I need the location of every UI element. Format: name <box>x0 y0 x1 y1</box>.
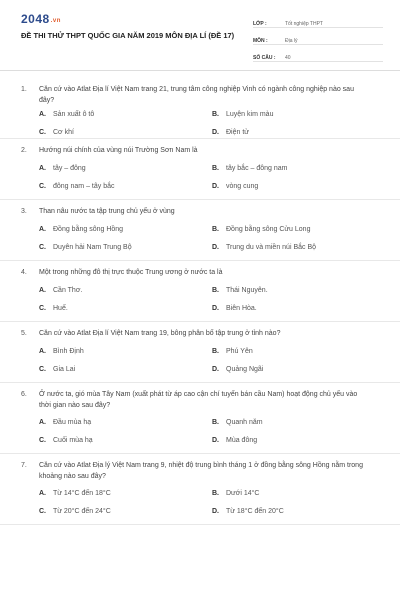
header-divider <box>0 70 400 71</box>
option-text: Dưới 14°C <box>226 490 260 497</box>
option-letter: C. <box>39 366 46 373</box>
option-text: Luyện kim màu <box>226 111 274 118</box>
option-d[interactable] <box>212 183 258 190</box>
question-stem <box>21 206 371 217</box>
question-text: Hướng núi chính của vùng núi Trường Sơn Nam là <box>39 147 198 154</box>
header <box>0 0 400 70</box>
question-stem <box>21 267 371 278</box>
question-stem <box>21 328 371 339</box>
question-4 <box>0 263 400 322</box>
option-c[interactable] <box>39 129 74 136</box>
question-2 <box>0 141 400 200</box>
question-5 <box>0 324 400 383</box>
meta-value: 40 <box>285 55 291 61</box>
question-number: 2. <box>21 147 27 154</box>
option-text: Cơ khí <box>53 129 74 136</box>
option-text: Huế. <box>53 305 68 312</box>
option-a[interactable] <box>39 165 86 172</box>
question-text: Than nâu nước ta tập trung chủ yếu ở vùng <box>39 208 175 215</box>
option-text: Trung du và miền núi Bắc Bộ <box>226 244 317 251</box>
option-text: Duyên hải Nam Trung Bộ <box>53 244 132 251</box>
option-letter: D. <box>212 129 219 136</box>
option-letter: A. <box>39 348 46 355</box>
option-letter: A. <box>39 419 46 426</box>
option-text: Thái Nguyên. <box>226 287 268 294</box>
question-text: Căn cứ vào Atlat Địa lí Việt Nam trang 19, bông phân bố tập trung ở tỉnh nào? <box>39 330 281 337</box>
option-c[interactable] <box>39 437 93 444</box>
option-b[interactable] <box>212 419 263 426</box>
option-text: Sản xuất ô tô <box>53 111 95 118</box>
site-logo[interactable] <box>21 12 61 26</box>
exam-meta <box>253 14 383 65</box>
option-text: Từ 18°C đến 20°C <box>226 508 284 515</box>
option-text: Điện tử <box>226 129 249 136</box>
question-list <box>0 80 400 527</box>
option-letter: D. <box>212 508 219 515</box>
option-text: Từ 20°C đến 24°C <box>53 508 111 515</box>
option-text: Bình Định <box>53 348 84 355</box>
option-d[interactable] <box>212 129 249 136</box>
option-c[interactable] <box>39 508 111 515</box>
option-text: Mùa đông <box>226 437 258 444</box>
option-text: Gia Lai <box>53 366 76 373</box>
option-letter: D. <box>212 305 219 312</box>
exam-title: ĐỀ THI THỬ THPT QUỐC GIA NĂM 2019 MÔN ĐỊA LÍ (ĐỀ 17) <box>21 31 235 40</box>
option-letter: B. <box>212 490 219 497</box>
meta-value: Tốt nghiệp THPT <box>285 21 323 27</box>
question-number: 1. <box>21 86 27 93</box>
question-number: 6. <box>21 391 27 398</box>
option-letter: B. <box>212 111 219 118</box>
option-text: Đầu mùa hạ <box>53 419 92 426</box>
question-number: 3. <box>21 208 27 215</box>
option-d[interactable] <box>212 508 284 515</box>
question-number: 5. <box>21 330 27 337</box>
option-text: Biên Hòa. <box>226 305 257 312</box>
question-stem <box>21 460 371 482</box>
option-letter: A. <box>39 490 46 497</box>
option-b[interactable] <box>212 287 268 294</box>
option-b[interactable] <box>212 490 259 497</box>
option-letter: B. <box>212 348 219 355</box>
question-3 <box>0 202 400 261</box>
option-b[interactable] <box>212 348 253 355</box>
option-text: Quảng Ngãi <box>226 366 264 373</box>
option-letter: D. <box>212 244 219 251</box>
option-a[interactable] <box>39 490 111 497</box>
option-text: tây bắc – đông nam <box>226 165 288 172</box>
option-b[interactable] <box>212 111 273 118</box>
option-a[interactable] <box>39 348 84 355</box>
option-a[interactable] <box>39 111 94 118</box>
option-d[interactable] <box>212 366 263 373</box>
option-text: tây – đông <box>53 165 86 172</box>
option-a[interactable] <box>39 226 123 233</box>
question-stem <box>21 145 371 156</box>
option-b[interactable] <box>212 226 310 233</box>
logo-main: 2048 <box>21 12 50 26</box>
option-letter: D. <box>212 183 219 190</box>
option-text: Đồng bằng sông Hồng <box>53 226 124 233</box>
option-letter: A. <box>39 111 46 118</box>
option-a[interactable] <box>39 287 82 294</box>
meta-label: SỐ CÂU : <box>253 55 276 61</box>
option-text: Từ 14°C đến 18°C <box>53 490 111 497</box>
meta-label: MÔN : <box>253 38 268 44</box>
option-text: Quanh năm <box>226 419 263 426</box>
option-c[interactable] <box>39 366 75 373</box>
option-letter: A. <box>39 287 46 294</box>
option-letter: D. <box>212 437 219 444</box>
option-c[interactable] <box>39 305 68 312</box>
meta-row-count <box>253 48 383 62</box>
question-text: Ở nước ta, gió mùa Tây Nam (xuất phát từ áp cao cận chí tuyến bán cầu Nam) hoạt động chủ yếu vào thời gian nào sau đây? <box>39 391 358 409</box>
meta-row-subject <box>253 31 383 45</box>
meta-value: Địa lý <box>285 38 298 44</box>
option-d[interactable] <box>212 305 257 312</box>
option-letter: C. <box>39 508 46 515</box>
option-text: Cuối mùa hạ <box>53 437 93 444</box>
option-c[interactable] <box>39 244 132 251</box>
option-text: Đồng bằng sông Cửu Long <box>226 226 311 233</box>
option-letter: B. <box>212 287 219 294</box>
meta-label: LỚP : <box>253 21 267 27</box>
question-text: Căn cứ vào Atlat Địa lí Việt Nam trang 21, trung tâm công nghiệp Vinh có ngành công nghiệp nào sau đây? <box>39 86 354 104</box>
option-letter: B. <box>212 226 219 233</box>
option-letter: C. <box>39 129 46 136</box>
option-d[interactable] <box>212 244 316 251</box>
question-stem <box>21 389 371 411</box>
question-text: Căn cứ vào Atlat Địa lý Việt Nam trang 9, nhiệt độ trung bình tháng 1 ở đồng bằng sông Hồng nằm trong khoảng nào sau đây? <box>39 462 363 480</box>
option-letter: C. <box>39 437 46 444</box>
option-letter: C. <box>39 183 46 190</box>
logo-suffix: .vn <box>50 18 61 24</box>
question-stem <box>21 84 371 106</box>
option-d[interactable] <box>212 437 257 444</box>
question-6 <box>0 385 400 454</box>
option-c[interactable] <box>39 183 115 190</box>
question-1 <box>0 80 400 139</box>
option-letter: A. <box>39 165 46 172</box>
question-text: Một trong những đô thị trực thuộc Trung ương ở nước ta là <box>39 269 223 276</box>
option-text: Phú Yên <box>226 348 253 355</box>
option-a[interactable] <box>39 419 91 426</box>
option-text: Cần Thơ. <box>53 287 83 294</box>
option-letter: B. <box>212 419 219 426</box>
option-letter: C. <box>39 305 46 312</box>
option-text: đông nam – tây bắc <box>53 183 115 190</box>
option-text: vòng cung <box>226 183 259 190</box>
question-number: 7. <box>21 462 27 469</box>
option-letter: A. <box>39 226 46 233</box>
option-letter: C. <box>39 244 46 251</box>
meta-row-class <box>253 14 383 28</box>
question-7 <box>0 456 400 525</box>
question-number: 4. <box>21 269 27 276</box>
option-b[interactable] <box>212 165 288 172</box>
option-letter: D. <box>212 366 219 373</box>
option-letter: B. <box>212 165 219 172</box>
